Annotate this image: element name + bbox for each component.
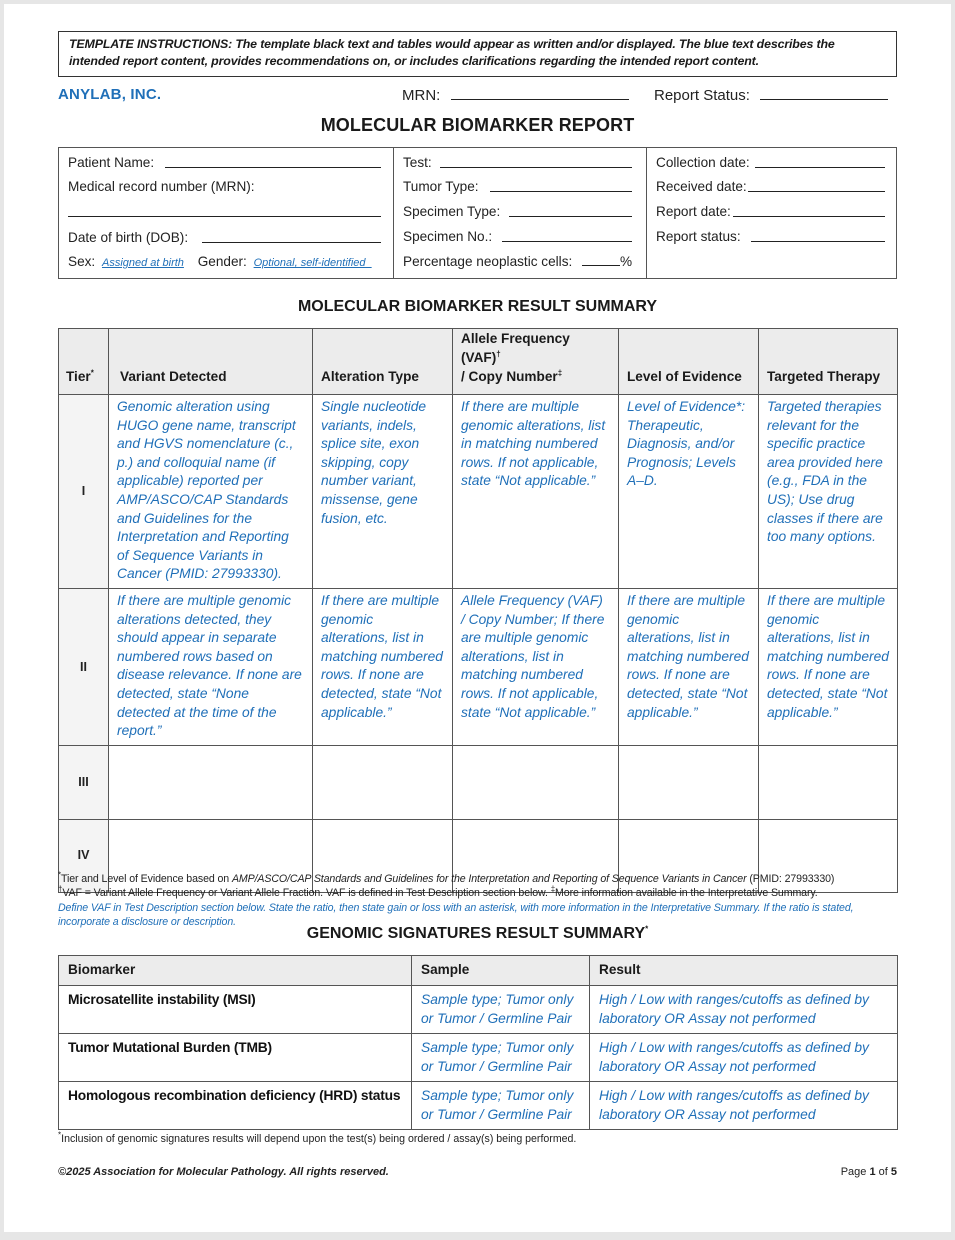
alteration-cell[interactable]: If there are multiple genomic alterations, list in matching numbered rows. If none are detected, state “Not applicable.” bbox=[313, 588, 453, 745]
tier-cell: III bbox=[59, 745, 109, 819]
dob-input[interactable] bbox=[202, 242, 381, 243]
specimen-type-label: Specimen Type: bbox=[403, 204, 501, 219]
tier-cell: IV bbox=[59, 819, 109, 892]
neoplastic-input[interactable] bbox=[582, 254, 620, 266]
gender-label: Gender: bbox=[197, 254, 247, 269]
variant-cell[interactable]: If there are multiple genomic alterations detected, they should appear in separate numbered rows based on disease relevance. If none are detected, state “None detected at the time of the report.” bbox=[109, 588, 313, 745]
col-header-sample: Sample bbox=[412, 956, 590, 986]
copyright: ©2025 Association for Molecular Pathology. All rights reserved. bbox=[58, 1166, 389, 1178]
sex-input[interactable]: Assigned at birth bbox=[101, 257, 184, 269]
report-status-input[interactable] bbox=[751, 241, 885, 242]
header-mrn-input[interactable] bbox=[451, 86, 629, 100]
table-row bbox=[59, 1034, 898, 1082]
biomarker-cell: Microsatellite instability (MSI) bbox=[59, 986, 412, 1034]
genomic-signatures-title: GENOMIC SIGNATURES RESULT SUMMARY* bbox=[306, 924, 649, 942]
patient-column bbox=[59, 148, 393, 278]
percent-unit: % bbox=[620, 254, 633, 269]
neoplastic-label: Percentage neoplastic cells: bbox=[403, 254, 573, 269]
table-row bbox=[59, 745, 898, 819]
dates-column bbox=[646, 148, 895, 278]
table-row bbox=[59, 395, 898, 589]
variant-cell[interactable]: Genomic alteration using HUGO gene name, transcript and HGVS nomenclature (c., p.) and colloquial name (if applicable) reported per AMP/ASCO/CAP Standards and Guidelines for the Interpretation and Reporting of Sequence Variants in Cancer (PMID: 27993330). bbox=[109, 395, 313, 589]
received-date-label: Received date: bbox=[656, 179, 747, 194]
report-date-input[interactable] bbox=[733, 216, 885, 217]
evidence-cell[interactable] bbox=[619, 745, 759, 819]
test-label: Test: bbox=[403, 155, 432, 170]
sample-cell[interactable]: Sample type; Tumor only or Tumor / Germline Pair bbox=[412, 1082, 590, 1130]
tumor-type-input[interactable] bbox=[490, 191, 632, 192]
report-date-label: Report date: bbox=[656, 204, 731, 219]
header-mrn-label: MRN: bbox=[402, 87, 441, 104]
col-header-result: Result bbox=[590, 956, 898, 986]
specimen-no-label: Specimen No.: bbox=[403, 229, 493, 244]
col-header-variant: Variant Detected bbox=[109, 329, 313, 395]
sample-cell[interactable]: Sample type; Tumor only or Tumor / Germline Pair bbox=[412, 1034, 590, 1082]
gender-input[interactable]: Optional, self-identified bbox=[253, 257, 366, 269]
evidence-cell[interactable]: Level of Evidence*: Therapeutic, Diagnosis, and/or Prognosis; Levels A–D. bbox=[619, 395, 759, 589]
col-header-biomarker: Biomarker bbox=[59, 956, 412, 986]
biomarker-cell: Tumor Mutational Burden (TMB) bbox=[59, 1034, 412, 1082]
table-header-row bbox=[59, 329, 898, 395]
sample-cell[interactable]: Sample type; Tumor only or Tumor / Germline Pair bbox=[412, 986, 590, 1034]
vaf-cell[interactable] bbox=[453, 745, 619, 819]
footnote-vaf: †VAF = Variant Allele Frequency or Variant Allele Fraction. VAF is defined in Test Description section below. ‡More information available in the Interpretative Summary. bbox=[58, 884, 818, 900]
therapy-cell[interactable]: If there are multiple genomic alterations, list in matching numbered rows. If none are detected, state “Not applicable.” bbox=[759, 588, 898, 745]
therapy-cell[interactable]: Targeted therapies relevant for the specific practice area provided here (e.g., FDA in the US); Use drug classes if there are too many options. bbox=[759, 395, 898, 589]
table-row bbox=[59, 986, 898, 1034]
biomarker-footnotes bbox=[58, 872, 903, 930]
header-mrn-field bbox=[402, 86, 629, 104]
tier-cell: II bbox=[59, 588, 109, 745]
footnote-tier: *Tier and Level of Evidence based on AMP/ASCO/CAP Standards and Guidelines for the Interpretation and Reporting of Sequence Variants in Cancer (PMID: 27993330) bbox=[58, 870, 835, 885]
patient-info-box bbox=[58, 147, 897, 279]
vaf-cell[interactable]: If there are multiple genomic alterations, list in matching numbered rows. If not applicable, state “Not applicable.” bbox=[453, 395, 619, 589]
col-header-tier: Tier* bbox=[59, 329, 109, 395]
header-report-status-input[interactable] bbox=[760, 86, 888, 100]
col-header-alteration: Alteration Type bbox=[313, 329, 453, 395]
specimen-column bbox=[393, 148, 646, 278]
table-row bbox=[59, 1082, 898, 1130]
specimen-type-input[interactable] bbox=[509, 216, 632, 217]
mrn-input[interactable] bbox=[68, 216, 381, 217]
col-header-therapy: Targeted Therapy bbox=[759, 329, 898, 395]
sex-gender-row bbox=[68, 254, 372, 269]
genomic-signatures-footnote: *Inclusion of genomic signatures results will depend upon the test(s) being ordered / assay(s) being performed. bbox=[58, 1130, 577, 1145]
template-instructions: TEMPLATE INSTRUCTIONS: The template black text and tables would appear as written and/or displayed. The blue text describes the intended report content, provides recommendations on, or includes clarifications regarding the intended report content. bbox=[58, 31, 897, 77]
mrn-label: Medical record number (MRN): bbox=[68, 179, 255, 194]
biomarker-summary-table bbox=[58, 328, 898, 893]
biomarker-summary-title: MOLECULAR BIOMARKER RESULT SUMMARY bbox=[297, 298, 658, 315]
specimen-no-input[interactable] bbox=[502, 241, 632, 242]
header-report-status-label: Report Status: bbox=[654, 87, 750, 104]
footnote-guidance: Define VAF in Test Description section below. State the ratio, then state gain or loss with an asterisk, with more information in the Interpretative Summary. If the ratio is stated, incorporate a disclosure or description. bbox=[58, 901, 854, 929]
table-header-row bbox=[59, 956, 898, 986]
result-cell[interactable]: High / Low with ranges/cutoffs as defined by laboratory OR Assay not performed bbox=[590, 1034, 898, 1082]
collection-date-label: Collection date: bbox=[656, 155, 750, 170]
dob-label: Date of birth (DOB): bbox=[68, 230, 189, 245]
genomic-signatures-table bbox=[58, 955, 898, 1130]
page-number: Page 1 of 5 bbox=[840, 1166, 897, 1178]
result-cell[interactable]: High / Low with ranges/cutoffs as defined by laboratory OR Assay not performed bbox=[590, 1082, 898, 1130]
alteration-cell[interactable]: Single nucleotide variants, indels, splice site, exon skipping, copy number variant, missense, gene fusion, etc. bbox=[313, 395, 453, 589]
table-row bbox=[59, 588, 898, 745]
tier-cell: I bbox=[59, 395, 109, 589]
lab-name: ANYLAB, INC. bbox=[58, 86, 162, 103]
received-date-input[interactable] bbox=[748, 191, 885, 192]
patient-name-input[interactable] bbox=[165, 167, 381, 168]
biomarker-cell: Homologous recombination deficiency (HRD) status bbox=[59, 1082, 412, 1130]
therapy-cell[interactable] bbox=[759, 745, 898, 819]
vaf-cell[interactable]: Allele Frequency (VAF) / Copy Number; If there are multiple genomic alterations, list in matching numbered rows. If not applicable, state “Not applicable.” bbox=[453, 588, 619, 745]
report-status-label: Report status: bbox=[656, 229, 741, 244]
evidence-cell[interactable]: If there are multiple genomic alterations, list in matching numbered rows. If none are detected, state “Not applicable.” bbox=[619, 588, 759, 745]
col-header-vaf: Allele Frequency (VAF)† / Copy Number‡ bbox=[453, 329, 619, 395]
result-cell[interactable]: High / Low with ranges/cutoffs as defined by laboratory OR Assay not performed bbox=[590, 986, 898, 1034]
alteration-cell[interactable] bbox=[313, 745, 453, 819]
collection-date-input[interactable] bbox=[755, 167, 885, 168]
variant-cell[interactable] bbox=[109, 745, 313, 819]
header-report-status-field bbox=[654, 86, 888, 104]
neoplastic-row bbox=[403, 254, 632, 269]
test-input[interactable] bbox=[440, 167, 632, 168]
sex-label: Sex: bbox=[68, 254, 96, 269]
patient-name-label: Patient Name: bbox=[68, 155, 155, 170]
col-header-evidence: Level of Evidence bbox=[619, 329, 759, 395]
report-title: MOLECULAR BIOMARKER REPORT bbox=[320, 115, 635, 135]
tumor-type-label: Tumor Type: bbox=[403, 179, 479, 194]
